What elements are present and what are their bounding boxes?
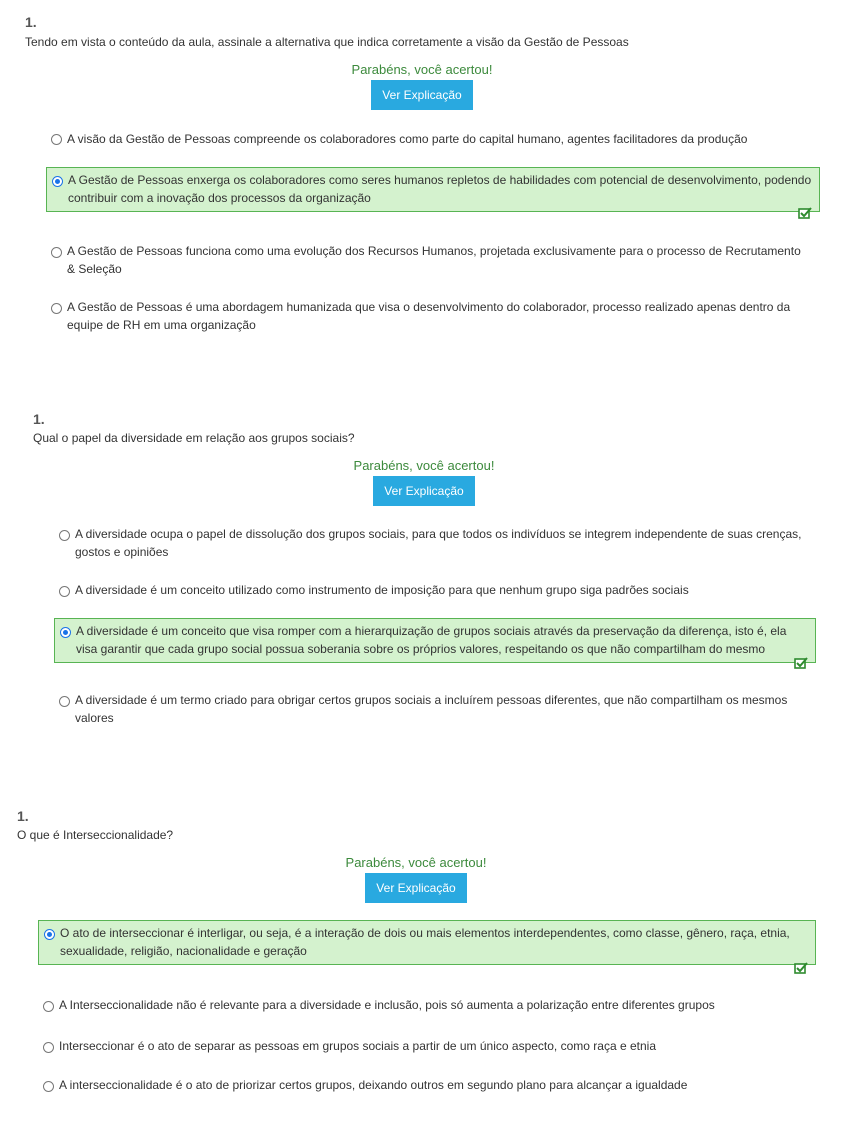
radio-icon[interactable]: [43, 1042, 54, 1053]
radio-icon[interactable]: [43, 1081, 54, 1092]
option-d[interactable]: [38, 1075, 808, 1097]
option-b[interactable]: [54, 580, 824, 602]
radio-icon[interactable]: [51, 134, 62, 145]
question-number: 1.: [33, 411, 45, 427]
ver-explicacao-button[interactable]: Ver Explicação: [371, 80, 473, 110]
option-a[interactable]: [54, 524, 824, 564]
ver-explicacao-button[interactable]: Ver Explicação: [373, 476, 475, 506]
radio-icon[interactable]: [59, 696, 70, 707]
question-number: 1.: [25, 14, 37, 30]
radio-icon[interactable]: [43, 1001, 54, 1012]
radio-icon[interactable]: [51, 247, 62, 258]
question-text: O que é Interseccionalidade?: [17, 828, 174, 842]
option-text: A Interseccionalidade não é relevante para a diversidade e inclusão, pois só aumenta a polarização entre diferentes grupos: [59, 998, 715, 1012]
option-text: A Gestão de Pessoas é uma abordagem humanizada que visa o desenvolvimento do colaborador, processo realizado apenas dentro da equipe de RH em uma organização: [67, 300, 791, 332]
option-d[interactable]: [54, 690, 824, 725]
radio-selected-icon[interactable]: [44, 929, 55, 940]
option-text: A diversidade é um conceito utilizado como instrumento de imposição para que nenhum grupo siga padrões sociais: [75, 583, 689, 597]
radio-icon[interactable]: [59, 586, 70, 597]
option-text: A Gestão de Pessoas enxerga os colaboradores como seres humanos repletos de habilidades com potencial de desenvolvimento, podendo contribuir com a inovação dos processos da organização: [68, 173, 812, 205]
radio-icon[interactable]: [59, 530, 70, 541]
question-text: Tendo em vista o conteúdo da aula, assinale a alternativa que indica corretamente a visão da Gestão de Pessoas: [25, 35, 629, 49]
question-text: Qual o papel da diversidade em relação aos grupos sociais?: [33, 431, 355, 445]
option-text: A diversidade é um conceito que visa romper com a hierarquização de grupos sociais através da preservação da diferença, isto é, ela visa garantir que cada grupo social possua soberania sobre os próprios valores, respeitando os que não compartilham do mesmo: [76, 624, 787, 656]
checkbox-check-icon: [798, 207, 812, 219]
option-c-correct[interactable]: [54, 618, 816, 663]
question-number: 1.: [17, 808, 29, 824]
radio-selected-icon[interactable]: [60, 627, 71, 638]
option-text: O ato de interseccionar é interligar, ou seja, é a interação de dois ou mais elementos interdependentes, como classe, gênero, raça, etnia, sexualidade, religião, nacionalidade e geração: [60, 926, 790, 958]
ver-explicacao-button[interactable]: Ver Explicação: [365, 873, 467, 903]
option-text: A interseccionalidade é o ato de priorizar certos grupos, deixando outros em segundo plano para alcançar a igualdade: [59, 1078, 688, 1092]
option-text: A diversidade ocupa o papel de dissolução dos grupos sociais, para que todos os indivíduos se integrem independente de suas crenças, gostos e opiniões: [75, 527, 802, 559]
option-c[interactable]: [46, 241, 816, 281]
feedback-message: Parabéns, você acertou!: [351, 62, 493, 77]
checkbox-check-icon: [794, 962, 808, 974]
option-a-correct[interactable]: [38, 920, 816, 965]
option-text: A visão da Gestão de Pessoas compreende os colaboradores como parte do capital humano, agentes facilitadores da produção: [67, 132, 748, 146]
feedback-message: Parabéns, você acertou!: [345, 855, 487, 870]
option-text: A diversidade é um termo criado para obrigar certos grupos sociais a incluírem pessoas diferentes, que não compartilham os mesmos valores: [75, 693, 788, 725]
option-a[interactable]: [46, 129, 816, 151]
feedback-message: Parabéns, você acertou!: [353, 458, 495, 473]
option-c[interactable]: [38, 1036, 808, 1058]
option-text: Interseccionar é o ato de separar as pessoas em grupos sociais a partir de um único aspecto, como raça e etnia: [59, 1039, 656, 1053]
radio-selected-icon[interactable]: [52, 176, 63, 187]
option-b[interactable]: [38, 995, 808, 1017]
option-text: A Gestão de Pessoas funciona como uma evolução dos Recursos Humanos, projetada exclusivamente para o processo de Recrutamento & Seleção: [67, 244, 801, 276]
radio-icon[interactable]: [51, 303, 62, 314]
checkbox-check-icon: [794, 657, 808, 669]
option-d[interactable]: [46, 297, 816, 337]
option-b-correct[interactable]: [46, 167, 820, 212]
